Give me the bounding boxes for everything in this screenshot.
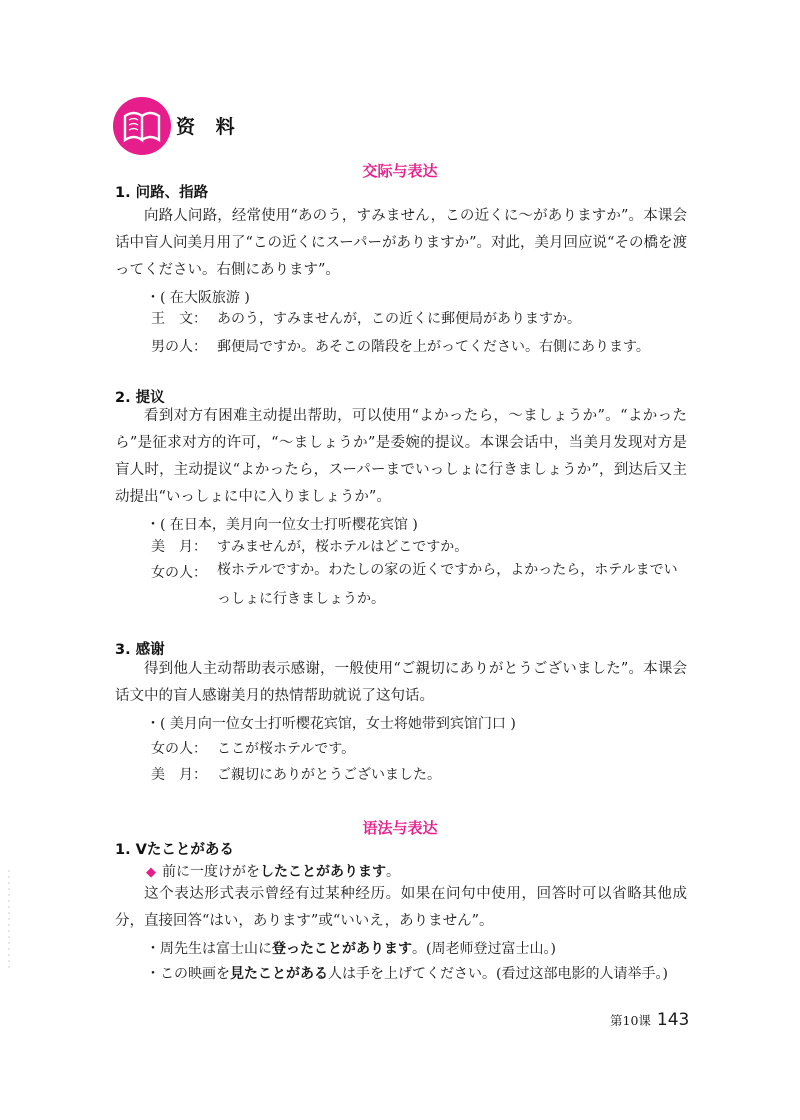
dialogue-speaker: 女の人： bbox=[151, 565, 207, 581]
paragraph-proposal: 看到对方有困难主动提出帮助，可以使用“よかったら，～ましょうか”。“よかったら”是征求对方的许可，“～ましょうか”是委婉的提议。本课会话中，当美月发现对方是盲人时，主动提议“よかったら，スーパーまでいっしょに行きましょうか”，到达后又主动提出“いっしょに中に入りましょうか”。 bbox=[115, 408, 687, 505]
context-osaka: ・( 在大阪旅游 ) bbox=[146, 290, 250, 306]
page-number: 143 bbox=[656, 1010, 690, 1030]
dialogue-speaker: 男の人： bbox=[151, 339, 207, 355]
dialogue-line: 桜ホテルですか。わたしの家の近くですから，よかったら，ホテルまでいっしょに行きましょうか。 bbox=[217, 562, 678, 607]
header-title: 资 料 bbox=[176, 116, 242, 138]
paragraph-asking-directions: 向路人问路，经常使用“あのう，すみません，この近くに～がありますか”。本课会话中盲人问美月用了“この近くにスーパーがありますか”。对此，美月回应说“その橋を渡ってください。右側にあります”。 bbox=[115, 208, 687, 278]
example-translation: 。(周老师登过富士山。) bbox=[412, 941, 556, 957]
open-book-icon bbox=[112, 96, 172, 156]
dialogue-line: 郵便局ですか。あそこの階段を上がってください。右側にあります。 bbox=[217, 339, 650, 355]
lesson-label: 第10课 bbox=[610, 1013, 651, 1028]
dialogue-speaker: 美 月： bbox=[151, 767, 207, 783]
example-sentence bbox=[146, 963, 668, 983]
context-japan-hotel: ・( 在日本，美月向一位女士打听樱花宾馆 ) bbox=[146, 517, 418, 533]
example-text: ・この映画を bbox=[146, 966, 230, 982]
dialogue-line: あのう，すみませんが，この近くに郵便局がありますか。 bbox=[217, 311, 581, 327]
dialogue-speaker: 美 月： bbox=[151, 539, 207, 555]
example-end: 。 bbox=[386, 864, 400, 880]
dialogue-line: すみませんが，桜ホテルはどこですか。 bbox=[217, 539, 469, 555]
example-text: ・周先生は富士山に bbox=[146, 941, 272, 957]
example-pattern: 登ったことがあります bbox=[272, 941, 412, 957]
section-title-communication: 交际与表达 bbox=[362, 162, 438, 180]
example-text: 前に一度けがを bbox=[162, 864, 260, 880]
example-pattern: したことがあります bbox=[260, 864, 386, 880]
subheading-proposal: 2. 提议 bbox=[115, 390, 165, 406]
paragraph-thanks: 得到他人主动帮助表示感谢，一般使用“ご親切にありがとうございました”。本课会话文中的盲人感谢美月的热情帮助就说了这句话。 bbox=[115, 661, 687, 704]
page-footer bbox=[610, 1010, 689, 1030]
dialogue-speaker: 王 文： bbox=[151, 311, 207, 327]
example-pattern: 見たことがある bbox=[230, 966, 328, 982]
dialogue-line: ここが桜ホテルです。 bbox=[217, 741, 356, 757]
binding-edge-marks bbox=[5, 870, 13, 970]
section-title-grammar: 语法与表达 bbox=[362, 819, 438, 837]
context-hotel-door: ・( 美月向一位女士打听樱花宾馆，女士将她带到宾馆门口 ) bbox=[146, 716, 516, 732]
subheading-ta-koto-ga-aru: 1. Vたことがある bbox=[115, 842, 234, 858]
dialogue-line: ご親切にありがとうございました。 bbox=[217, 767, 441, 783]
grammar-example bbox=[146, 861, 400, 881]
example-sentence bbox=[146, 938, 556, 958]
subheading-asking-directions: 1. 问路、指路 bbox=[115, 185, 209, 201]
diamond-bullet-icon: ◆ bbox=[146, 865, 156, 880]
subheading-thanks: 3. 感谢 bbox=[115, 642, 165, 658]
paragraph-grammar-explanation: 这个表达形式表示曾经有过某种经历。如果在问句中使用，回答时可以省略其他成分，直接回答“はい，あります”或“いいえ，ありません”。 bbox=[115, 886, 687, 929]
example-translation: 人は手を上げてください。(看过这部电影的人请举手。) bbox=[328, 966, 668, 982]
dialogue-speaker: 女の人： bbox=[151, 741, 207, 757]
